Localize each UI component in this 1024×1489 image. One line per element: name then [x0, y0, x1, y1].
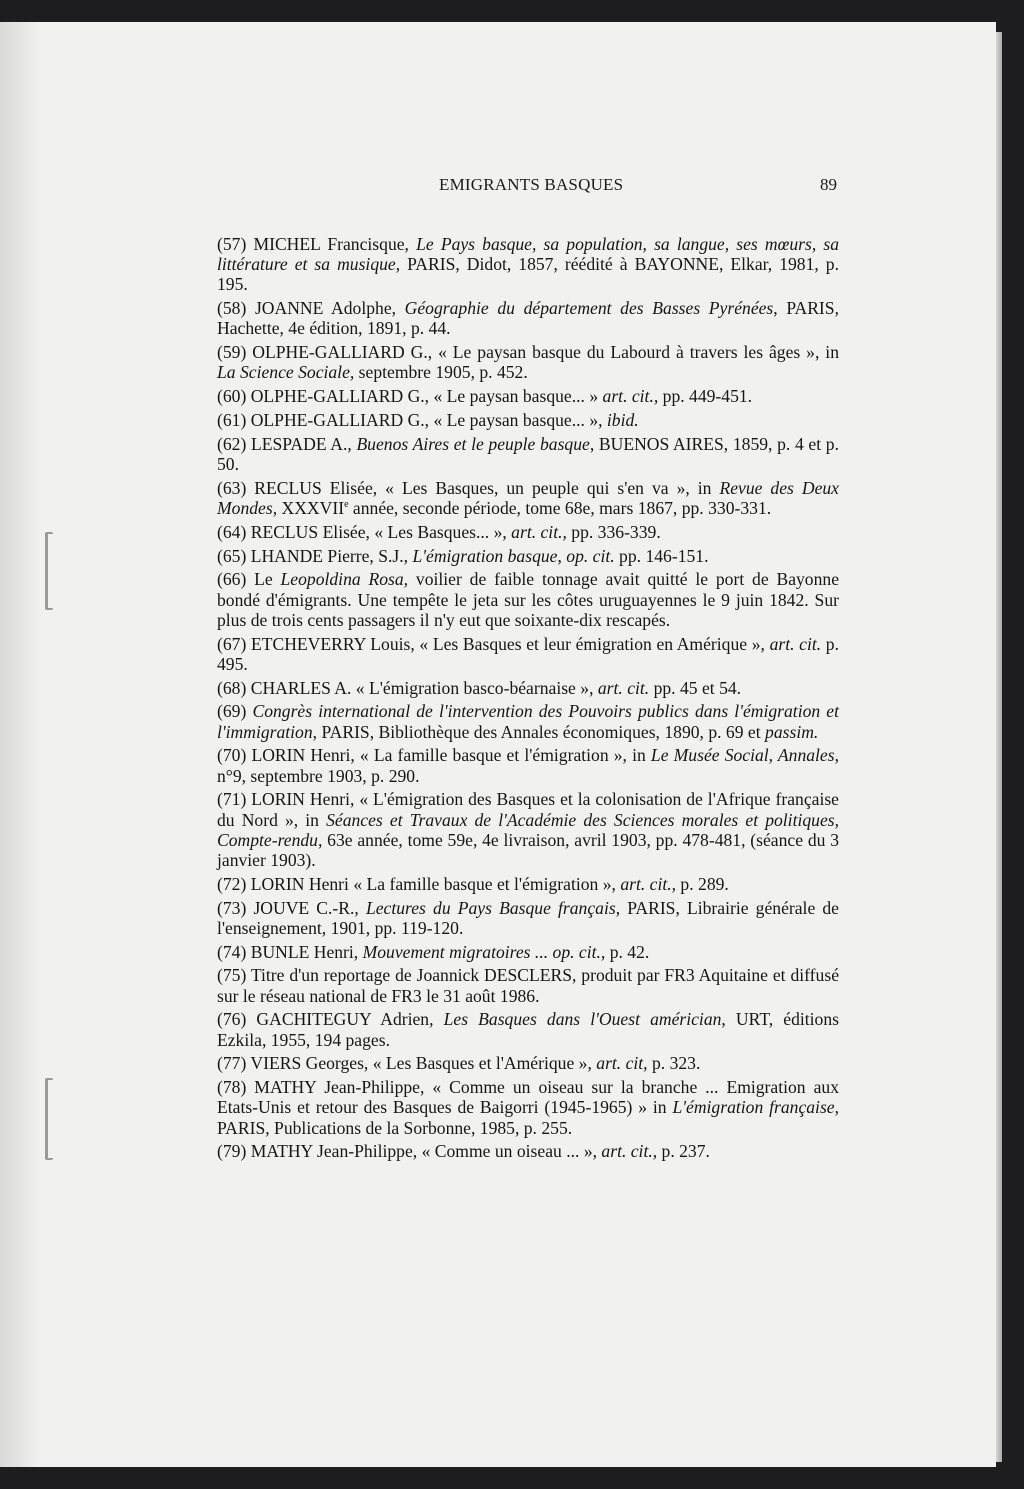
footnote-text: , PARIS, Librairie générale de l'enseignement, 1901, pp. 119-120.: [217, 897, 839, 938]
footnote-text: (58) JOANNE Adolphe,: [217, 298, 405, 319]
footnote-text: PARIS, Publications de la Sorbonne, 1985, p. 255.: [217, 1117, 573, 1138]
footnote-76: [217, 1009, 839, 1049]
footnote-65: [217, 546, 839, 566]
footnote-italic-text: Congrès international de l'intervention des Pouvoirs publics dans l'émigration et l'immigration: [217, 701, 839, 742]
footnote-italic-text: Le Musée Social, Annales: [650, 745, 835, 766]
footnote-italic-text: Lectures du Pays Basque français: [365, 897, 616, 918]
footnote-text: p. 42.: [605, 941, 650, 962]
footnote-text: (57) MICHEL Francisque,: [217, 234, 417, 254]
footnote-64: [217, 522, 839, 542]
footnote-text: (61) OLPHE-GALLIARD G., « Le paysan basque... »,: [217, 410, 607, 430]
footnote-text: (71) LORIN Henri, « L'émigration des Basques et la colonisation de l'Afrique française du Nord », in: [217, 789, 839, 830]
footnote-70: [217, 745, 839, 785]
footnote-italic-text: L'émigration française,: [672, 1097, 839, 1118]
footnote-superscript: e: [344, 499, 349, 511]
footnote-79: [217, 1141, 839, 1161]
footnote-71: [217, 789, 839, 870]
footnote-73: [217, 898, 839, 938]
footnote-italic-text: art. cit.: [597, 677, 650, 698]
footnote-italic-text: passim.: [765, 721, 819, 742]
footnote-text: , BUENOS AIRES, 1859, p. 4 et p. 50.: [217, 433, 839, 474]
footnote-text: septembre 1905, p. 452.: [354, 362, 528, 383]
footnote-text: , n°9, septembre 1903, p. 290.: [217, 745, 839, 786]
footnote-text: (68) CHARLES A. « L'émigration basco-béarnaise »,: [217, 677, 598, 698]
footnote-italic-text: Leopoldina Rosa,: [280, 569, 409, 590]
footnote-text: , PARIS, Didot, 1857, réédité à BAYONNE, Elkar, 1981, p. 195.: [217, 254, 839, 295]
footnote-italic-text: Les Basques dans l'Ouest américian: [443, 1009, 722, 1030]
footnote-text: (76) GACHITEGUY Adrien,: [217, 1009, 444, 1030]
staple-bottom: [45, 1078, 53, 1160]
footnote-text: (66) Le: [217, 569, 281, 590]
footnote-italic-text: Buenos Aires et le peuple basque: [356, 433, 590, 454]
footnote-68: [217, 678, 839, 698]
footnote-text: p. 495.: [217, 633, 840, 674]
running-title: EMIGRANTS BASQUES: [439, 175, 624, 194]
footnote-text: (74) BUNLE Henri,: [217, 941, 363, 962]
footnote-text: p. 289.: [676, 873, 729, 894]
footnote-italic-text: Le Pays basque, sa population, sa langue, ses mœurs, sa littérature et sa musique: [217, 234, 839, 275]
footnote-text: (69): [217, 701, 253, 722]
footnote-text: (60) OLPHE-GALLIARD G., « Le paysan basque... »: [217, 386, 603, 407]
footnote-text: (64) RECLUS Elisée, « Les Basques... »,: [217, 521, 512, 542]
footnote-italic-text: Revue des Deux Mondes,: [217, 477, 839, 518]
footnote-text: (75) Titre d'un reportage de Joannick DESCLERS, produit par FR3 Aquitaine et diffusé sur le réseau national de FR3 le 31 août 1986.: [217, 965, 839, 1006]
footnote-italic-text: L'émigration basque: [412, 545, 558, 566]
footnote-text: année, seconde période, tome 68e, mars 1867, pp. 330-331.: [348, 498, 772, 518]
footnote-italic-text: Géographie du département des Basses Pyrénées: [404, 298, 774, 319]
footnote-italic-text: art. cit.,: [511, 521, 567, 542]
footnote-75: [217, 965, 839, 1005]
footnotes-list: [217, 234, 839, 1162]
footnote-italic-text: ibid.: [606, 410, 639, 430]
footnote-text: (70) LORIN Henri, « La famille basque et l'émigration », in: [217, 745, 651, 766]
footnote-italic-text: art. cit,: [596, 1053, 648, 1074]
footnote-72: [217, 874, 839, 894]
footnote-text: , PARIS, Hachette, 4e édition, 1891, p. 44.: [217, 298, 839, 339]
footnote-text: , PARIS, Bibliothèque des Annales économiques, 1890, p. 69 et: [312, 721, 766, 742]
footnote-text: XXXVII: [277, 498, 345, 518]
footnote-text: pp. 45 et 54.: [649, 677, 742, 698]
page-number: 89: [820, 175, 837, 194]
footnote-text: p. 237.: [657, 1141, 710, 1162]
footnote-74: [217, 942, 839, 962]
footnote-text: (67) ETCHEVERRY Louis, « Les Basques et leur émigration en Amérique »,: [217, 633, 770, 654]
staple-top: [45, 532, 53, 610]
footnote-61: [217, 410, 839, 430]
footnote-text: , URT, éditions Ezkila, 1955, 194 pages.: [217, 1009, 839, 1050]
footnote-text: (78) MATHY Jean-Philippe, « Comme un oiseau sur la branche ... Emigration aux Etats-Unis et retour des Basques de Baigorri (1945-1965) » in: [217, 1077, 839, 1118]
footnote-78: [217, 1077, 839, 1138]
footnote-text: (77) VIERS Georges, « Les Basques et l'Amérique »,: [217, 1053, 597, 1074]
footnote-text: ,: [557, 545, 567, 566]
footnote-text: (73) JOUVE C.-R.,: [217, 897, 366, 918]
footnote-text: 63e année, tome 59e, 4e livraison, avril 1903, pp. 478-481, (séance du 3 janvier 1903).: [217, 829, 839, 870]
footnote-60: [217, 386, 839, 406]
footnote-text: (79) MATHY Jean-Philippe, « Comme un oiseau ... »,: [217, 1141, 602, 1162]
footnote-66: [217, 569, 839, 630]
footnote-62: [217, 434, 839, 474]
footnote-text: pp. 449-451.: [658, 386, 753, 407]
footnote-text: (65) LHANDE Pierre, S.J.,: [217, 545, 413, 566]
footnote-italic-text: art. cit.,: [601, 1141, 658, 1162]
footnote-text: (72) LORIN Henri « La famille basque et l'émigration »,: [217, 873, 621, 894]
footnote-text: pp. 336-339.: [566, 521, 661, 542]
binding-gutter: [0, 22, 40, 1467]
footnote-text: (62) LESPADE A.,: [217, 433, 357, 454]
footnote-58: [217, 298, 839, 338]
footnote-italic-text: op. cit.: [566, 545, 615, 566]
footnote-77: [217, 1053, 839, 1073]
footnote-text: (63) RECLUS Elisée, « Les Basques, un peuple qui s'en va », in: [217, 477, 720, 498]
footnote-text: voilier de faible tonnage avait quitté le port de Bayonne bondé d'émigrants. Une tempête le jeta sur les côtes uruguayennes le 9 juin 1842. Sur plus de trois cents passagers il n'y eut que soixante-dix rescapés.: [217, 569, 839, 630]
footnote-italic-text: art. cit.,: [620, 873, 677, 894]
footnote-italic-text: Séances et Travaux de l'Académie des Sciences morales et politiques, Compte-rendu,: [217, 809, 839, 850]
footnote-italic-text: La Science Sociale,: [217, 362, 355, 383]
footnote-italic-text: art. cit.,: [602, 386, 659, 407]
footnote-text: (59) OLPHE-GALLIARD G., « Le paysan basque du Labourd à travers les âges », in: [217, 342, 839, 363]
footnote-69: [217, 701, 839, 741]
footnote-italic-text: Mouvement migratoires ... op. cit.,: [362, 941, 606, 962]
footnote-63: [217, 478, 839, 518]
footnote-text: p. 323.: [647, 1053, 701, 1074]
footnote-57: [217, 234, 839, 295]
page-edge: [996, 32, 1002, 1462]
footnote-59: [217, 342, 839, 382]
footnote-67: [217, 634, 839, 674]
footnote-italic-text: art. cit.: [769, 633, 822, 654]
footnote-text: pp. 146-151.: [614, 545, 709, 566]
